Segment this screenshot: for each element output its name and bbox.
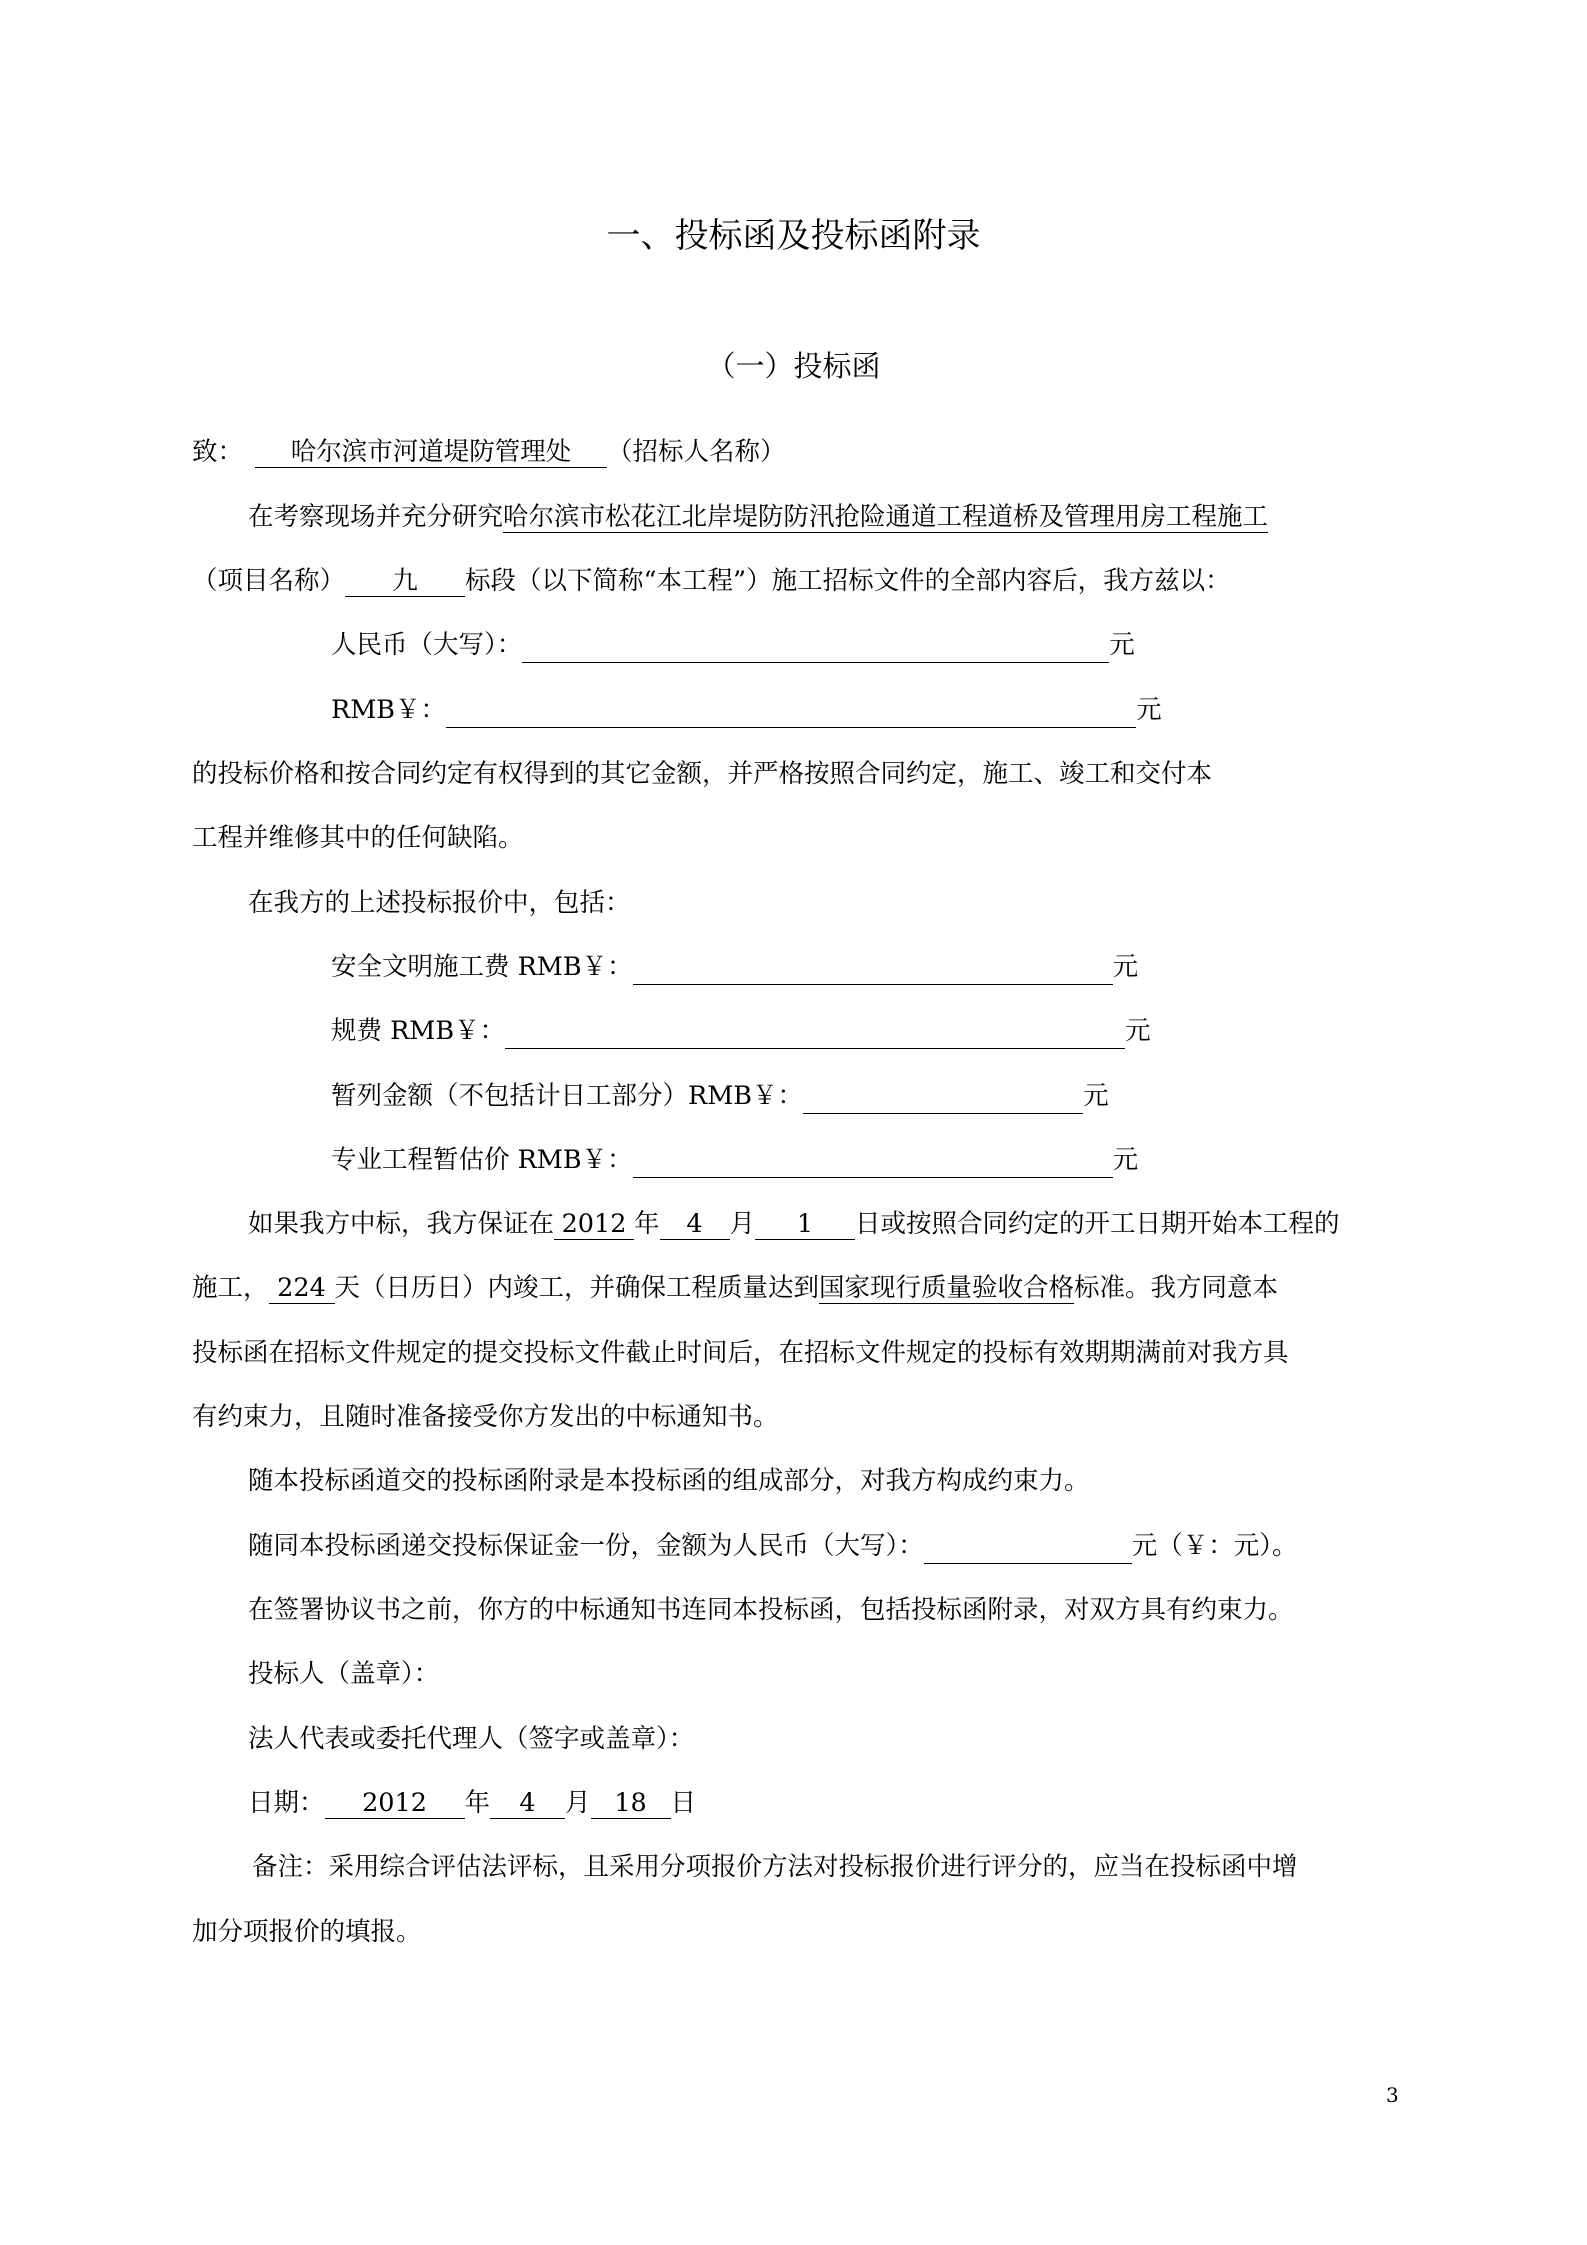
schedule-text-3: 施工， bbox=[192, 1273, 269, 1303]
duration-days: 224 bbox=[269, 1273, 335, 1304]
unit-label: 元 bbox=[1109, 630, 1135, 660]
includes-intro: 在我方的上述投标报价中，包括： bbox=[248, 888, 631, 918]
include-blank bbox=[633, 956, 1113, 985]
guarantee-suffix: 元（￥：元）。 bbox=[1131, 1531, 1298, 1561]
include-blank bbox=[803, 1085, 1083, 1114]
rmb-upper-blank bbox=[522, 634, 1109, 663]
project-name-label: （项目名称） bbox=[192, 566, 346, 596]
include-blank bbox=[505, 1020, 1125, 1049]
year-unit: 年 bbox=[464, 1788, 491, 1818]
intro-text: 在考察现场并充分研究 bbox=[248, 502, 504, 532]
include-item bbox=[331, 949, 1138, 985]
page-number: 3 bbox=[1386, 2083, 1399, 2107]
start-month: 4 bbox=[660, 1209, 730, 1240]
date-year: 2012 bbox=[325, 1788, 465, 1819]
page-title: 一、投标函及投标函附录 bbox=[606, 216, 981, 256]
include-item bbox=[331, 1078, 1109, 1114]
date-label: 日期： bbox=[248, 1788, 325, 1818]
schedule-text-4: 天（日历日）内竣工，并确保工程质量达到 bbox=[334, 1273, 820, 1303]
start-year: 2012 bbox=[554, 1209, 634, 1240]
section-number: 九 bbox=[345, 566, 465, 597]
body-line-1: 的投标价格和按合同约定有权得到的其它金额，并严格按照合同约定，施工、竣工和交付本 bbox=[192, 759, 1213, 789]
intro-line-2 bbox=[192, 563, 1231, 599]
day-unit: 日 bbox=[670, 1788, 697, 1818]
schedule-text-2: 日或按照合同约定的开工日期开始本工程的 bbox=[855, 1209, 1340, 1239]
include-label: 安全文明施工费 RMB￥： bbox=[331, 952, 633, 982]
recipient-line bbox=[192, 434, 786, 470]
price-upper-line bbox=[331, 627, 1135, 663]
start-day: 1 bbox=[755, 1209, 855, 1240]
guarantee-blank bbox=[924, 1535, 1132, 1564]
recipient-name: 哈尔滨市河道堤防管理处 bbox=[255, 437, 607, 468]
body-line-2: 工程并维修其中的任何缺陷。 bbox=[192, 823, 524, 853]
intro-line-1 bbox=[248, 499, 1268, 535]
month-unit: 月 bbox=[565, 1788, 591, 1818]
guarantee-text: 随同本投标函递交投标保证金一份，金额为人民币（大写）： bbox=[248, 1531, 924, 1561]
schedule-line-1 bbox=[248, 1206, 1340, 1242]
unit-label: 元 bbox=[1112, 952, 1139, 982]
include-label: 暂列金额（不包括计日工部分）RMB￥： bbox=[331, 1081, 804, 1111]
date-month: 4 bbox=[490, 1788, 565, 1819]
schedule-text-5: 标准。我方同意本 bbox=[1074, 1273, 1279, 1303]
date-line bbox=[248, 1785, 696, 1821]
appendix-text: 随本投标函道交的投标函附录是本投标函的组成部分，对我方构成约束力。 bbox=[248, 1466, 1090, 1496]
include-label: 专业工程暂估价 RMB￥： bbox=[331, 1145, 633, 1175]
schedule-line-2 bbox=[192, 1270, 1278, 1306]
rmb-label: RMB￥： bbox=[331, 695, 447, 725]
include-label: 规费 RMB￥： bbox=[331, 1016, 506, 1046]
quality-standard: 国家现行质量验收合格 bbox=[819, 1273, 1075, 1303]
include-item bbox=[331, 1013, 1151, 1049]
bidder-seal-label: 投标人（盖章）： bbox=[248, 1659, 440, 1689]
guarantee-line bbox=[248, 1528, 1298, 1564]
date-day: 18 bbox=[591, 1788, 671, 1819]
note-line-1: 备注：采用综合评估法评标，且采用分项报价方法对投标报价进行评分的，应当在投标函中增 bbox=[252, 1852, 1298, 1882]
unit-label: 元 bbox=[1112, 1145, 1139, 1175]
year-unit: 年 bbox=[634, 1209, 660, 1239]
unit-label: 元 bbox=[1136, 695, 1162, 725]
month-unit: 月 bbox=[729, 1209, 756, 1239]
section-title: （一）投标函 bbox=[706, 349, 881, 383]
schedule-line-4: 有约束力，且随时准备接受你方发出的中标通知书。 bbox=[192, 1402, 779, 1432]
include-item bbox=[331, 1142, 1138, 1178]
intro-text-2: 标段（以下简称“本工程”）施工招标文件的全部内容后，我方兹以： bbox=[465, 566, 1231, 596]
recipient-suffix: （招标人名称） bbox=[607, 437, 786, 467]
rmb-blank bbox=[446, 699, 1136, 728]
note-line-2: 加分项报价的填报。 bbox=[192, 1917, 422, 1947]
agreement-text: 在签署协议书之前，你方的中标通知书连同本投标函，包括投标函附录，对双方具有约束力。 bbox=[248, 1595, 1294, 1625]
unit-label: 元 bbox=[1083, 1081, 1109, 1111]
legal-rep-label: 法人代表或委托代理人（签字或盖章）： bbox=[248, 1724, 695, 1754]
include-blank bbox=[633, 1149, 1113, 1178]
price-rmb-line bbox=[331, 692, 1162, 728]
unit-label: 元 bbox=[1125, 1016, 1151, 1046]
to-prefix: 致： bbox=[192, 437, 244, 467]
rmb-upper-label: 人民币（大写）： bbox=[331, 630, 523, 660]
schedule-text: 如果我方中标，我方保证在 bbox=[248, 1209, 555, 1239]
schedule-line-3: 投标函在招标文件规定的提交投标文件截止时间后，在招标文件规定的投标有效期期满前对我方具 bbox=[192, 1338, 1289, 1368]
project-name: 哈尔滨市松花江北岸堤防防汛抢险通道工程道桥及管理用房工程施工 bbox=[503, 502, 1269, 532]
